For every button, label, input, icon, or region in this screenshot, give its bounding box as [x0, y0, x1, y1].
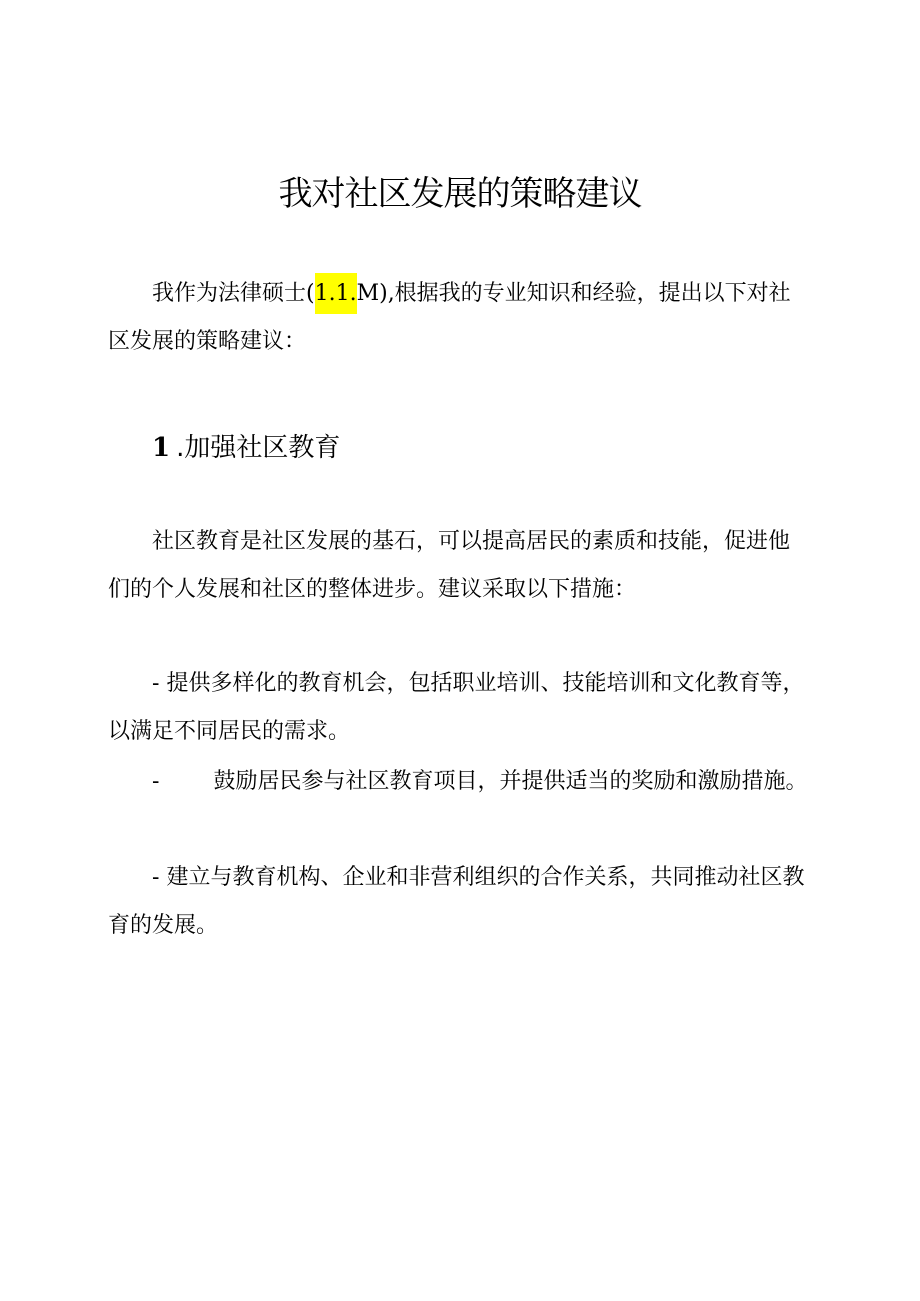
bullet-dash: - [152, 769, 160, 794]
bullet-dash: - [152, 671, 160, 696]
intro-text-before: 我作为法律硕士( [152, 281, 315, 306]
bullet-item-1 [108, 660, 808, 756]
section-paragraph: 社区教育是社区发展的基石，可以提高居民的素质和技能，促进他们的个人发展和社区的整体进步。建议采取以下措施： [108, 529, 791, 602]
document-title: 我对社区发展的策略建议 [278, 174, 642, 214]
bullet-text: 提供多样化的教育机会，包括职业培训、技能培训和文化教育等，以满足不同居民的需求。 [108, 671, 805, 744]
bullet-text: 鼓励居民参与社区教育项目，并提供适当的奖励和激励措施。 [213, 769, 808, 794]
bullet-text: 建立与教育机构、企业和非营利组织的合作关系，共同推动社区教育的发展。 [108, 865, 805, 938]
intro-paragraph [108, 270, 808, 366]
bullet-dash: - [152, 865, 160, 890]
bullet-item-3 [108, 854, 808, 950]
highlighted-text: 1.1. [315, 273, 357, 314]
bullet-item-2 [108, 758, 808, 806]
section-number: 1 [152, 433, 171, 463]
section-heading-text: .加强社区教育 [176, 433, 341, 463]
section-heading [152, 424, 340, 472]
intro-text-after: M),根据我的专业知识和经验，提出以下对社区发展的策略建议： [108, 281, 791, 354]
